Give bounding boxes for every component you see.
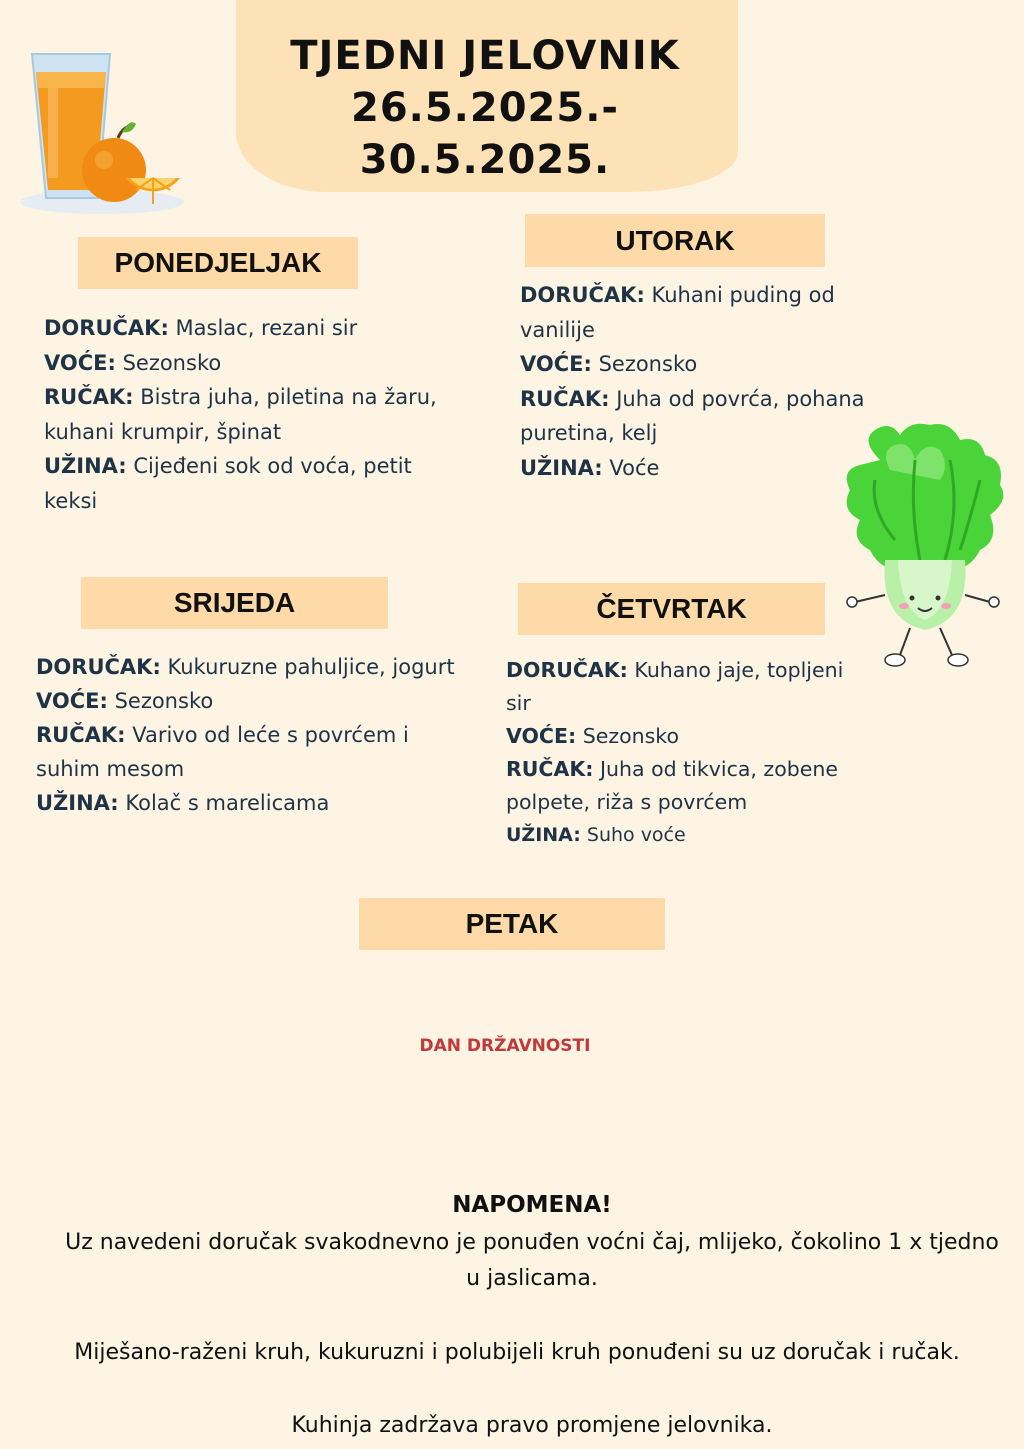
snack-row <box>36 786 476 820</box>
fruit-value: Sezonsko <box>107 689 214 713</box>
lunch-row <box>520 382 890 451</box>
snack-value: Kolač s marelicama <box>118 791 330 815</box>
snack-row <box>44 449 444 518</box>
snack-value: Voće <box>602 455 660 480</box>
fruit-row <box>520 347 890 382</box>
holiday-label: DAN DRŽAVNOSTI <box>419 1036 591 1056</box>
day-name: SRIJEDA <box>173 587 296 618</box>
breakfast-value: Maslac, rezani sir <box>168 316 358 340</box>
menu-wednesday <box>36 650 476 820</box>
page-title <box>220 30 750 186</box>
note-line-disclaimer: Kuhinja zadržava pravo promjene jelovnika. <box>291 1413 773 1438</box>
day-header-monday <box>78 237 358 289</box>
fruit-label: VOĆE: <box>520 352 592 376</box>
breakfast-row <box>36 650 476 684</box>
note-line-bread: Miješano-raženi kruh, kukuruzni i polubijeli kruh ponuđeni su uz doručak i ručak. <box>74 1340 960 1365</box>
snack-row <box>520 451 890 486</box>
lunch-label: RUČAK: <box>506 757 594 781</box>
lunch-value: Bistra juha, piletina na žaru, kuhani krumpir, špinat <box>44 385 437 444</box>
day-name: PONEDJELJAK <box>114 247 322 278</box>
fruit-value: Sezonsko <box>576 724 679 748</box>
breakfast-label: DORUČAK: <box>520 283 645 307</box>
lunch-row <box>44 380 444 449</box>
fruit-label: VOĆE: <box>36 689 108 713</box>
title-date-range: 26.5.2025.- 30.5.2025. <box>350 85 619 183</box>
breakfast-label: DORUČAK: <box>44 316 169 340</box>
breakfast-value: Kuhano jaje, topljeni sir <box>506 658 844 715</box>
lunch-row <box>506 753 856 819</box>
fruit-label: VOĆE: <box>44 350 116 375</box>
snack-label: UŽINA: <box>36 791 119 815</box>
breakfast-label: DORUČAK: <box>506 658 628 682</box>
breakfast-value: Kukuruzne pahuljice, jogurt <box>160 655 455 679</box>
day-name: ČETVRTAK <box>596 593 747 624</box>
lunch-label: RUČAK: <box>520 386 610 411</box>
day-name: UTORAK <box>615 224 735 256</box>
day-header-wednesday <box>81 577 388 629</box>
fruit-label: VOĆE: <box>506 724 577 748</box>
breakfast-row <box>44 311 444 346</box>
snack-value: Cijeđeni sok od voća, petit keksi <box>44 454 412 513</box>
orange-juice-icon <box>18 48 188 218</box>
menu-thursday <box>506 654 856 852</box>
breakfast-row <box>520 278 890 347</box>
menu-monday <box>44 311 444 518</box>
fruit-row <box>36 684 476 718</box>
snack-label: UŽINA: <box>506 824 581 846</box>
day-header-tuesday <box>525 214 825 267</box>
breakfast-value: Kuhani puding od vanilije <box>520 283 835 342</box>
note-line-breakfast: Uz navedeni doručak svakodnevno je ponuđen voćni čaj, mlijeko, čokolino 1 x tjedno u jaslicama. <box>65 1230 999 1291</box>
title-line-1: TJEDNI JELOVNIK <box>290 33 680 79</box>
lunch-row <box>36 718 476 786</box>
lunch-value: Varivo od leće s povrćem i suhim mesom <box>36 723 409 781</box>
snack-value: Suho voće <box>580 824 686 846</box>
day-header-thursday <box>518 583 825 635</box>
lunch-value: Juha od povrća, pohana puretina, kelj <box>520 386 865 445</box>
day-name: PETAK <box>465 908 559 939</box>
lunch-label: RUČAK: <box>36 723 126 747</box>
note-title: NAPOMENA! <box>452 1192 612 1218</box>
menu-tuesday <box>520 278 890 485</box>
fruit-row <box>506 720 856 753</box>
fruit-value: Sezonsko <box>115 350 222 375</box>
lunch-value: Juha od tikvica, zobene polpete, riža s povrćem <box>506 757 838 814</box>
fruit-value: Sezonsko <box>591 352 698 376</box>
lunch-label: RUČAK: <box>44 385 134 409</box>
day-header-friday <box>359 898 665 950</box>
fruit-row <box>44 346 444 381</box>
snack-row <box>506 819 856 852</box>
snack-label: UŽINA: <box>44 454 127 478</box>
snack-label: UŽINA: <box>520 455 603 480</box>
breakfast-row <box>506 654 856 720</box>
breakfast-label: DORUČAK: <box>36 655 161 679</box>
